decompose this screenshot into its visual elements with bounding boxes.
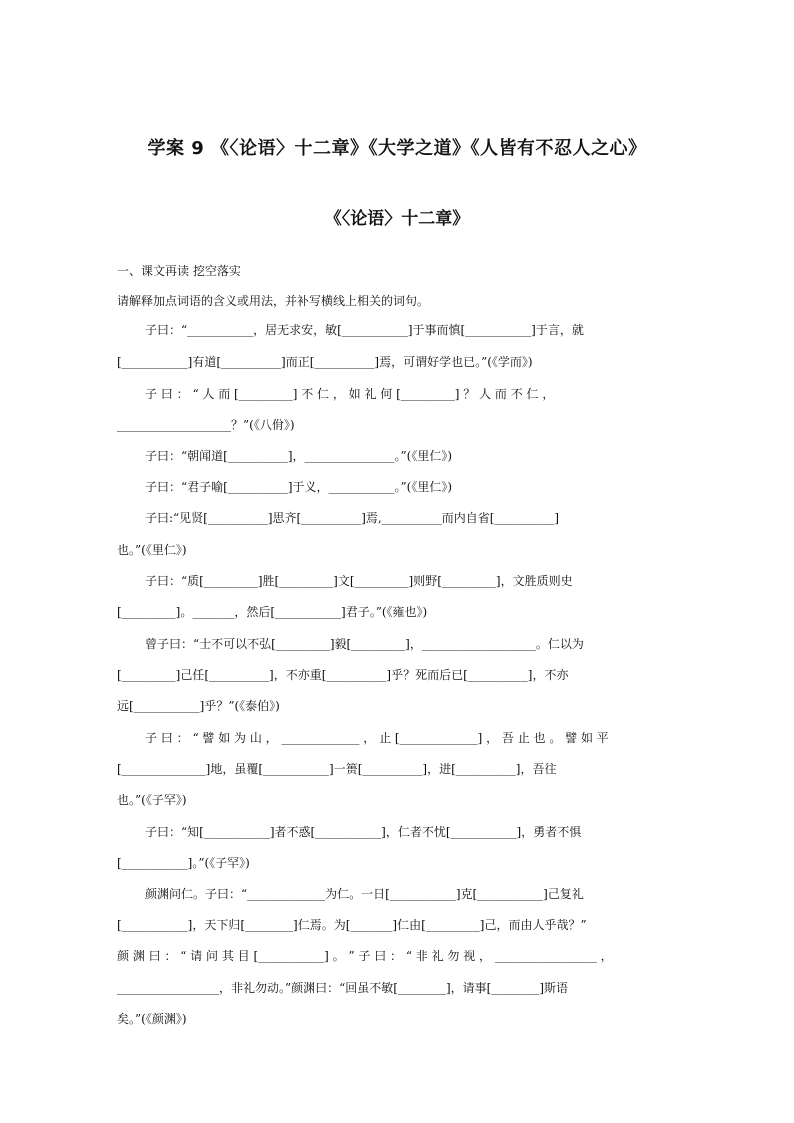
text-line: 子曰：“知[___________]者不惑[___________]，仁者不忧[___________]，勇者不惧 <box>145 825 582 839</box>
text-line: 远[___________]乎？”(《泰伯》) <box>117 699 280 713</box>
text-line: [_________]己任[__________]，不亦重[__________]乎？死而后已[__________]，不亦 <box>117 668 569 682</box>
text-line: 子曰:“见贤[__________]思齐[__________]焉,__________而内自省[__________] <box>145 511 560 525</box>
text-line: 矣。”(《颜渊》) <box>117 1012 187 1026</box>
text-line: 子曰：“朝闻道[__________]，_______________。”(《里仁》) <box>145 449 452 463</box>
text-line: [___________]。”(《子罕》) <box>117 856 250 870</box>
text-line: 子曰：“质[_________]胜[_________]文[_________]则野[_________]，文胜质则史 <box>145 574 573 588</box>
text-line: 子曰：“君子喻[__________]于义，___________。”(《里仁》) <box>145 480 452 494</box>
text-line: 颜 渊 曰 ： “ 请 问 其 目 [___________] 。 ” 子 曰 ： “ 非 礼 勿 视 ， _________________ ， <box>117 949 613 963</box>
text-line: [_________]。_______，然后[___________]君子。”(《雍也》) <box>117 605 428 619</box>
text-line: 也。”(《里仁》) <box>117 543 187 557</box>
text-line: [______________]地，虽覆[___________]一篑[__________]，进[__________]，吾往 <box>117 762 557 776</box>
page-title: 学案 9 《〈论语〉十二章》《大学之道》《人皆有不忍人之心》 <box>147 138 647 159</box>
text-line: [___________]有道[__________]而正[__________]焉，可谓好学也已。”(《学而》) <box>117 355 533 369</box>
text-line: 子 曰 ： “ 譬 如 为 山 ， _____________ ， 止 [_____________] ， 吾 止 也 。 譬 如 平 <box>145 731 609 745</box>
section-heading: 一、课文再读 挖空落实 <box>117 264 241 278</box>
text-line: ___________________？”(《八佾》) <box>117 418 295 432</box>
text-line: 也。”(《子罕》) <box>117 793 187 807</box>
text-line: 曾子曰：“士不可以不弘[_________]毅[_________]，___________________。仁以为 <box>145 637 584 651</box>
instruction-text: 请解释加点词语的含义或用法，并补写横线上相关的词句。 <box>117 294 430 308</box>
text-line: _________________，非礼勿动。”颜渊曰：“回虽不敏[________]，请事[________]斯语 <box>117 981 568 995</box>
text-line: [___________]，天下归[________]仁焉。为[_______]仁由[_________]己，而由人乎哉？” <box>117 918 587 932</box>
text-line: 子曰：“___________，居无求安，敏[___________]于事而慎[___________]于言，就 <box>145 323 584 337</box>
text-line: 颜渊问仁。子曰：“_____________为仁。一日[___________]克[___________]己复礼 <box>145 887 584 901</box>
text-line: 子 曰 ： “ 人 而 [_________] 不 仁 ， 如 礼 何 [_________] ？ 人 而 不 仁 ， <box>145 387 555 401</box>
page-subtitle: 《〈论语〉十二章》 <box>324 209 470 229</box>
